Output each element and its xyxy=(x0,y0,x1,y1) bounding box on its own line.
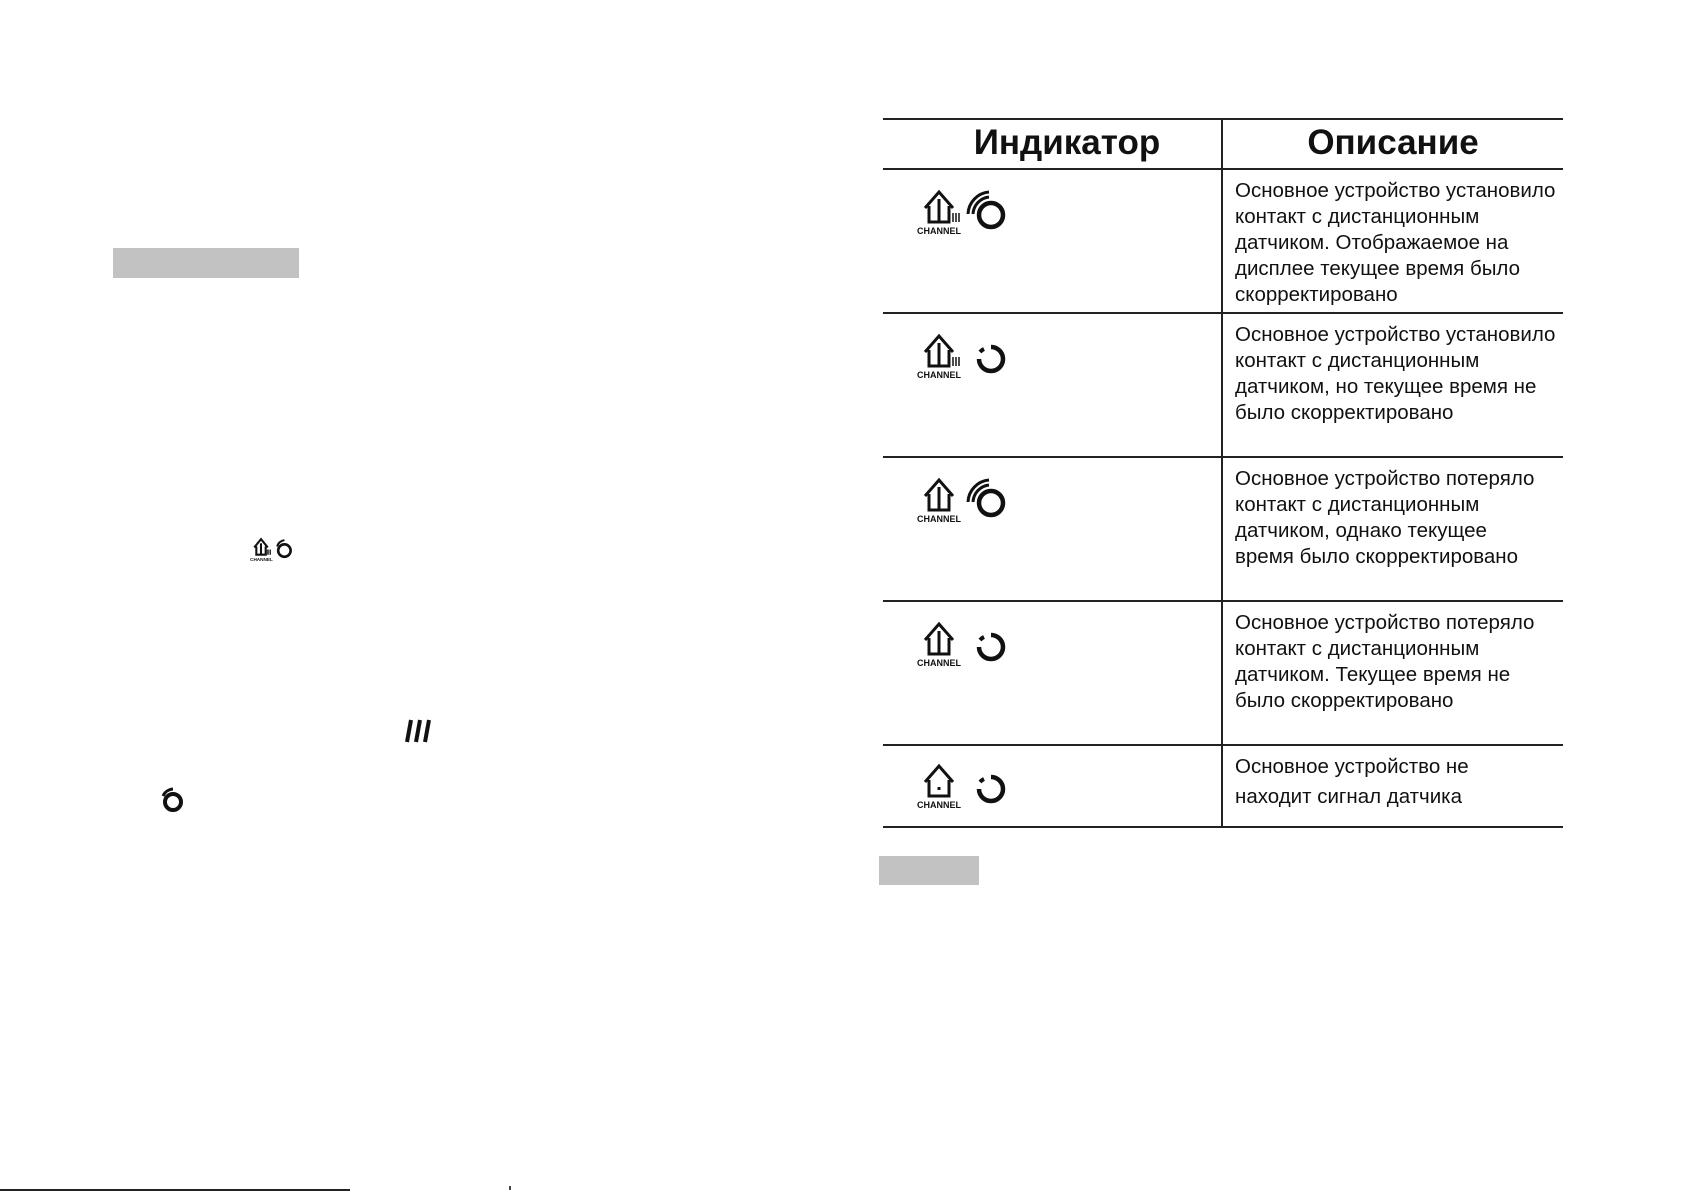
row-description: Основное устройство установило контакт с дистанционным датчиком. Отображаемое на дисплее текущее время было скорректировано xyxy=(1235,179,1556,306)
row-description: Основное устройство потеряло контакт с дистанционным датчиком. Текущее время не было скорректировано xyxy=(1235,611,1535,712)
footer-tick xyxy=(509,1186,511,1190)
table-bottom-rule xyxy=(883,826,1563,828)
header-description: Описание xyxy=(1307,123,1479,162)
house-signal-icon xyxy=(248,534,300,564)
house-empty-partial-icon xyxy=(917,760,1017,810)
house-signal-full-waves-icon xyxy=(917,186,1017,236)
table-row xyxy=(883,746,1563,826)
signal-bars-icon xyxy=(404,718,434,744)
svg-text:CHANNEL: CHANNEL xyxy=(917,658,961,668)
highlight-bar-right xyxy=(879,856,979,885)
svg-text:CHANNEL: CHANNEL xyxy=(917,800,961,810)
svg-text:CHANNEL: CHANNEL xyxy=(250,556,273,562)
row-description: Основное устройство установило контакт с дистанционным датчиком, но текущее время не было скорректировано xyxy=(1235,323,1556,424)
house-signal-partial-icon xyxy=(917,330,1017,380)
table-row xyxy=(883,458,1563,600)
house-no-signal-full-waves-icon xyxy=(917,474,1017,524)
highlight-bar-left xyxy=(113,248,299,278)
row-description: Основное устройство потеряло контакт с дистанционным датчиком, однако текущее время было скорректировано xyxy=(1235,467,1535,568)
svg-text:CHANNEL: CHANNEL xyxy=(917,226,961,236)
svg-text:CHANNEL: CHANNEL xyxy=(917,514,961,524)
row-description: Основное устройство не находит сигнал датчика xyxy=(1235,755,1469,808)
table-row xyxy=(883,314,1563,456)
svg-text:CHANNEL: CHANNEL xyxy=(917,370,961,380)
sync-wave-icon xyxy=(158,786,186,814)
house-no-signal-partial-icon xyxy=(917,618,1017,668)
indicator-table xyxy=(883,118,1563,830)
header-indicator: Индикатор xyxy=(973,123,1161,162)
table-row xyxy=(883,170,1563,312)
table-row xyxy=(883,602,1563,744)
